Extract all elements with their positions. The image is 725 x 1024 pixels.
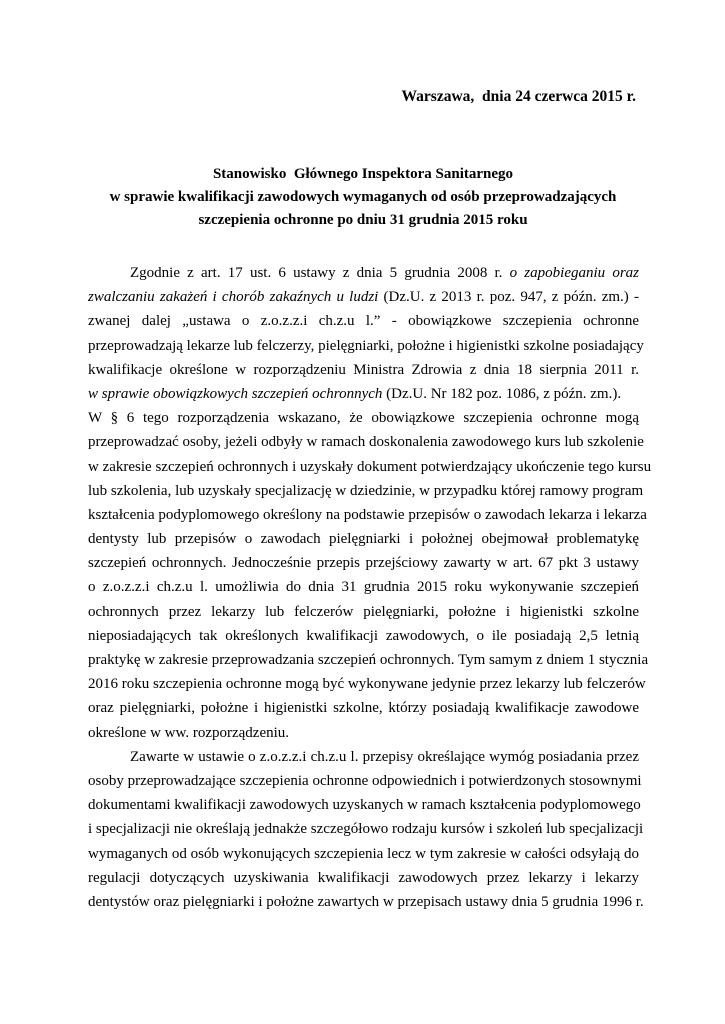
regulation-title-italic: w sprawie obowiązkowych szczepień ochronnych — [88, 385, 383, 402]
paragraph-1 — [88, 261, 644, 406]
paragraph-1-text: Zgodnie z art. 17 ust. 6 ustawy z dnia 5 grudnia 2008 r. — [130, 265, 510, 281]
paragraph-1-line: zwanej dalej „ustawa o z.o.z.z.i ch.z.u l.” - obowiązkowe szczepienia ochronne — [88, 313, 639, 330]
title-line-1: Stanowisko Głównego Inspektora Sanitarnego — [212, 166, 514, 182]
paragraph-2-line: przeprowadzać osoby, jeżeli odbyły w ramach doskonalenia zawodowego kurs lub szkolenie — [88, 434, 644, 451]
paragraph-1-text: (Dz.U. z 2013 r. poz. 947, z późn. zm.) - — [378, 289, 639, 306]
paragraph-2 — [88, 406, 652, 745]
document-body — [88, 261, 652, 914]
paragraph-1-line — [88, 382, 639, 406]
paragraph-2-line: nieposiadających tak określonych kwalifikacji zawodowych, o ile posiadają 2,5 letnią — [88, 627, 639, 644]
title-line-3: szczepienia ochronne po dniu 31 grudnia 2015 roku — [198, 212, 528, 228]
paragraph-2-line: lub szkolenia, lub uzyskały specjalizację w dziedzinie, w przypadku której ramowy program — [88, 482, 644, 499]
paragraph-1-line — [88, 285, 639, 309]
paragraph-3-line: osoby przeprowadzające szczepienia ochronne odpowiednich i potwierdzonych stosownymi — [88, 772, 642, 789]
paragraph-3-line: i specjalizacji nie określają jednakże szczegółowo rodzaju kursów i szkoleń lub specjalizacji — [88, 821, 644, 838]
paragraph-2-line: szczepień ochronnych. Jednocześnie przepis przejściowy zawarty w art. 67 pkt 3 ustawy — [88, 555, 639, 572]
paragraph-2-line: ochronnych przez lekarzy lub felczerów pielęgniarki, położne i higienistki szkolne — [88, 603, 639, 620]
paragraph-2-line: dentysty lub przepisów o zawodach pielęgniarki i położnej obejmował problematykę — [88, 531, 639, 548]
paragraph-3 — [88, 745, 644, 914]
paragraph-1-line: przeprowadzają lekarze lub felczerzy, pielęgniarki, położne i higienistki szkolne posiadający — [88, 337, 644, 354]
title-line-2: w sprawie kwalifikacji zawodowych wymaganych od osób przeprowadzających — [109, 189, 617, 205]
paragraph-3-line: wymaganych od osób wykonujących szczepienia lecz w tym zakresie w całości odsyłają do — [88, 845, 639, 862]
paragraph-3-line: dokumentami kwalifikacji zawodowych uzyskanych w ramach kształcenia podyplomowego — [88, 797, 641, 814]
paragraph-2-line: W § 6 tego rozporządzenia wskazano, że obowiązkowe szczepienia ochronne mogą — [88, 410, 639, 427]
paragraph-2-line: 2016 roku szczepienia ochronne mogą być wykonywane jedynie przez lekarzy lub felczerów — [88, 676, 646, 693]
act-title-italic: zwalczaniu zakażeń i chorób zakaźnych u ludzi — [88, 289, 379, 306]
paragraph-2-line: określone w ww. rozporządzeniu. — [88, 724, 290, 741]
paragraph-1-line: kwalifikacje określone w rozporządzeniu Ministra Zdrowia z dnia 18 sierpnia 2011 r. — [88, 361, 639, 378]
paragraph-2-line: w zakresie szczepień ochronnych i uzyskały dokument potwierdzający ukończenie tego kursu — [88, 458, 652, 475]
paragraph-3-line: regulacji dotyczących uzyskiwania kwalifikacji zawodowych przez lekarzy i lekarzy — [88, 869, 639, 886]
paragraph-2-line: oraz pielęgniarki, położne i higienistki szkolne, którzy posiadają kwalifikacje zawodowe — [88, 700, 639, 717]
paragraph-1-line — [88, 261, 639, 285]
paragraph-2-line: kształcenia podyplomowego określony na podstawie przepisów o zawodach lekarza i lekarza — [88, 506, 647, 523]
paragraph-1-text: (Dz.U. Nr 182 poz. 1086, z późn. zm.). — [382, 385, 622, 402]
paragraph-2-line: praktykę w zakresie przeprowadzania szczepień ochronnych. Tym samym z dniem 1 stycznia — [88, 652, 649, 668]
paragraph-3-line: Zawarte w ustawie o z.o.z.z.i ch.z.u l. przepisy określające wymóg posiadania przez — [130, 748, 639, 765]
paragraph-3-line: dentystów oraz pielęgniarki i położne zawartych w przepisach ustawy dnia 5 grudnia 1996 r. — [88, 893, 644, 910]
paragraph-2-line: o z.o.z.z.i ch.z.u l. umożliwia do dnia 31 grudnia 2015 roku wykonywanie szczepień — [88, 579, 639, 596]
act-title-italic: o zapobieganiu oraz — [509, 265, 640, 281]
document-title — [88, 163, 638, 232]
document-date: Warszawa, dnia 24 czerwca 2015 r. — [401, 88, 636, 105]
